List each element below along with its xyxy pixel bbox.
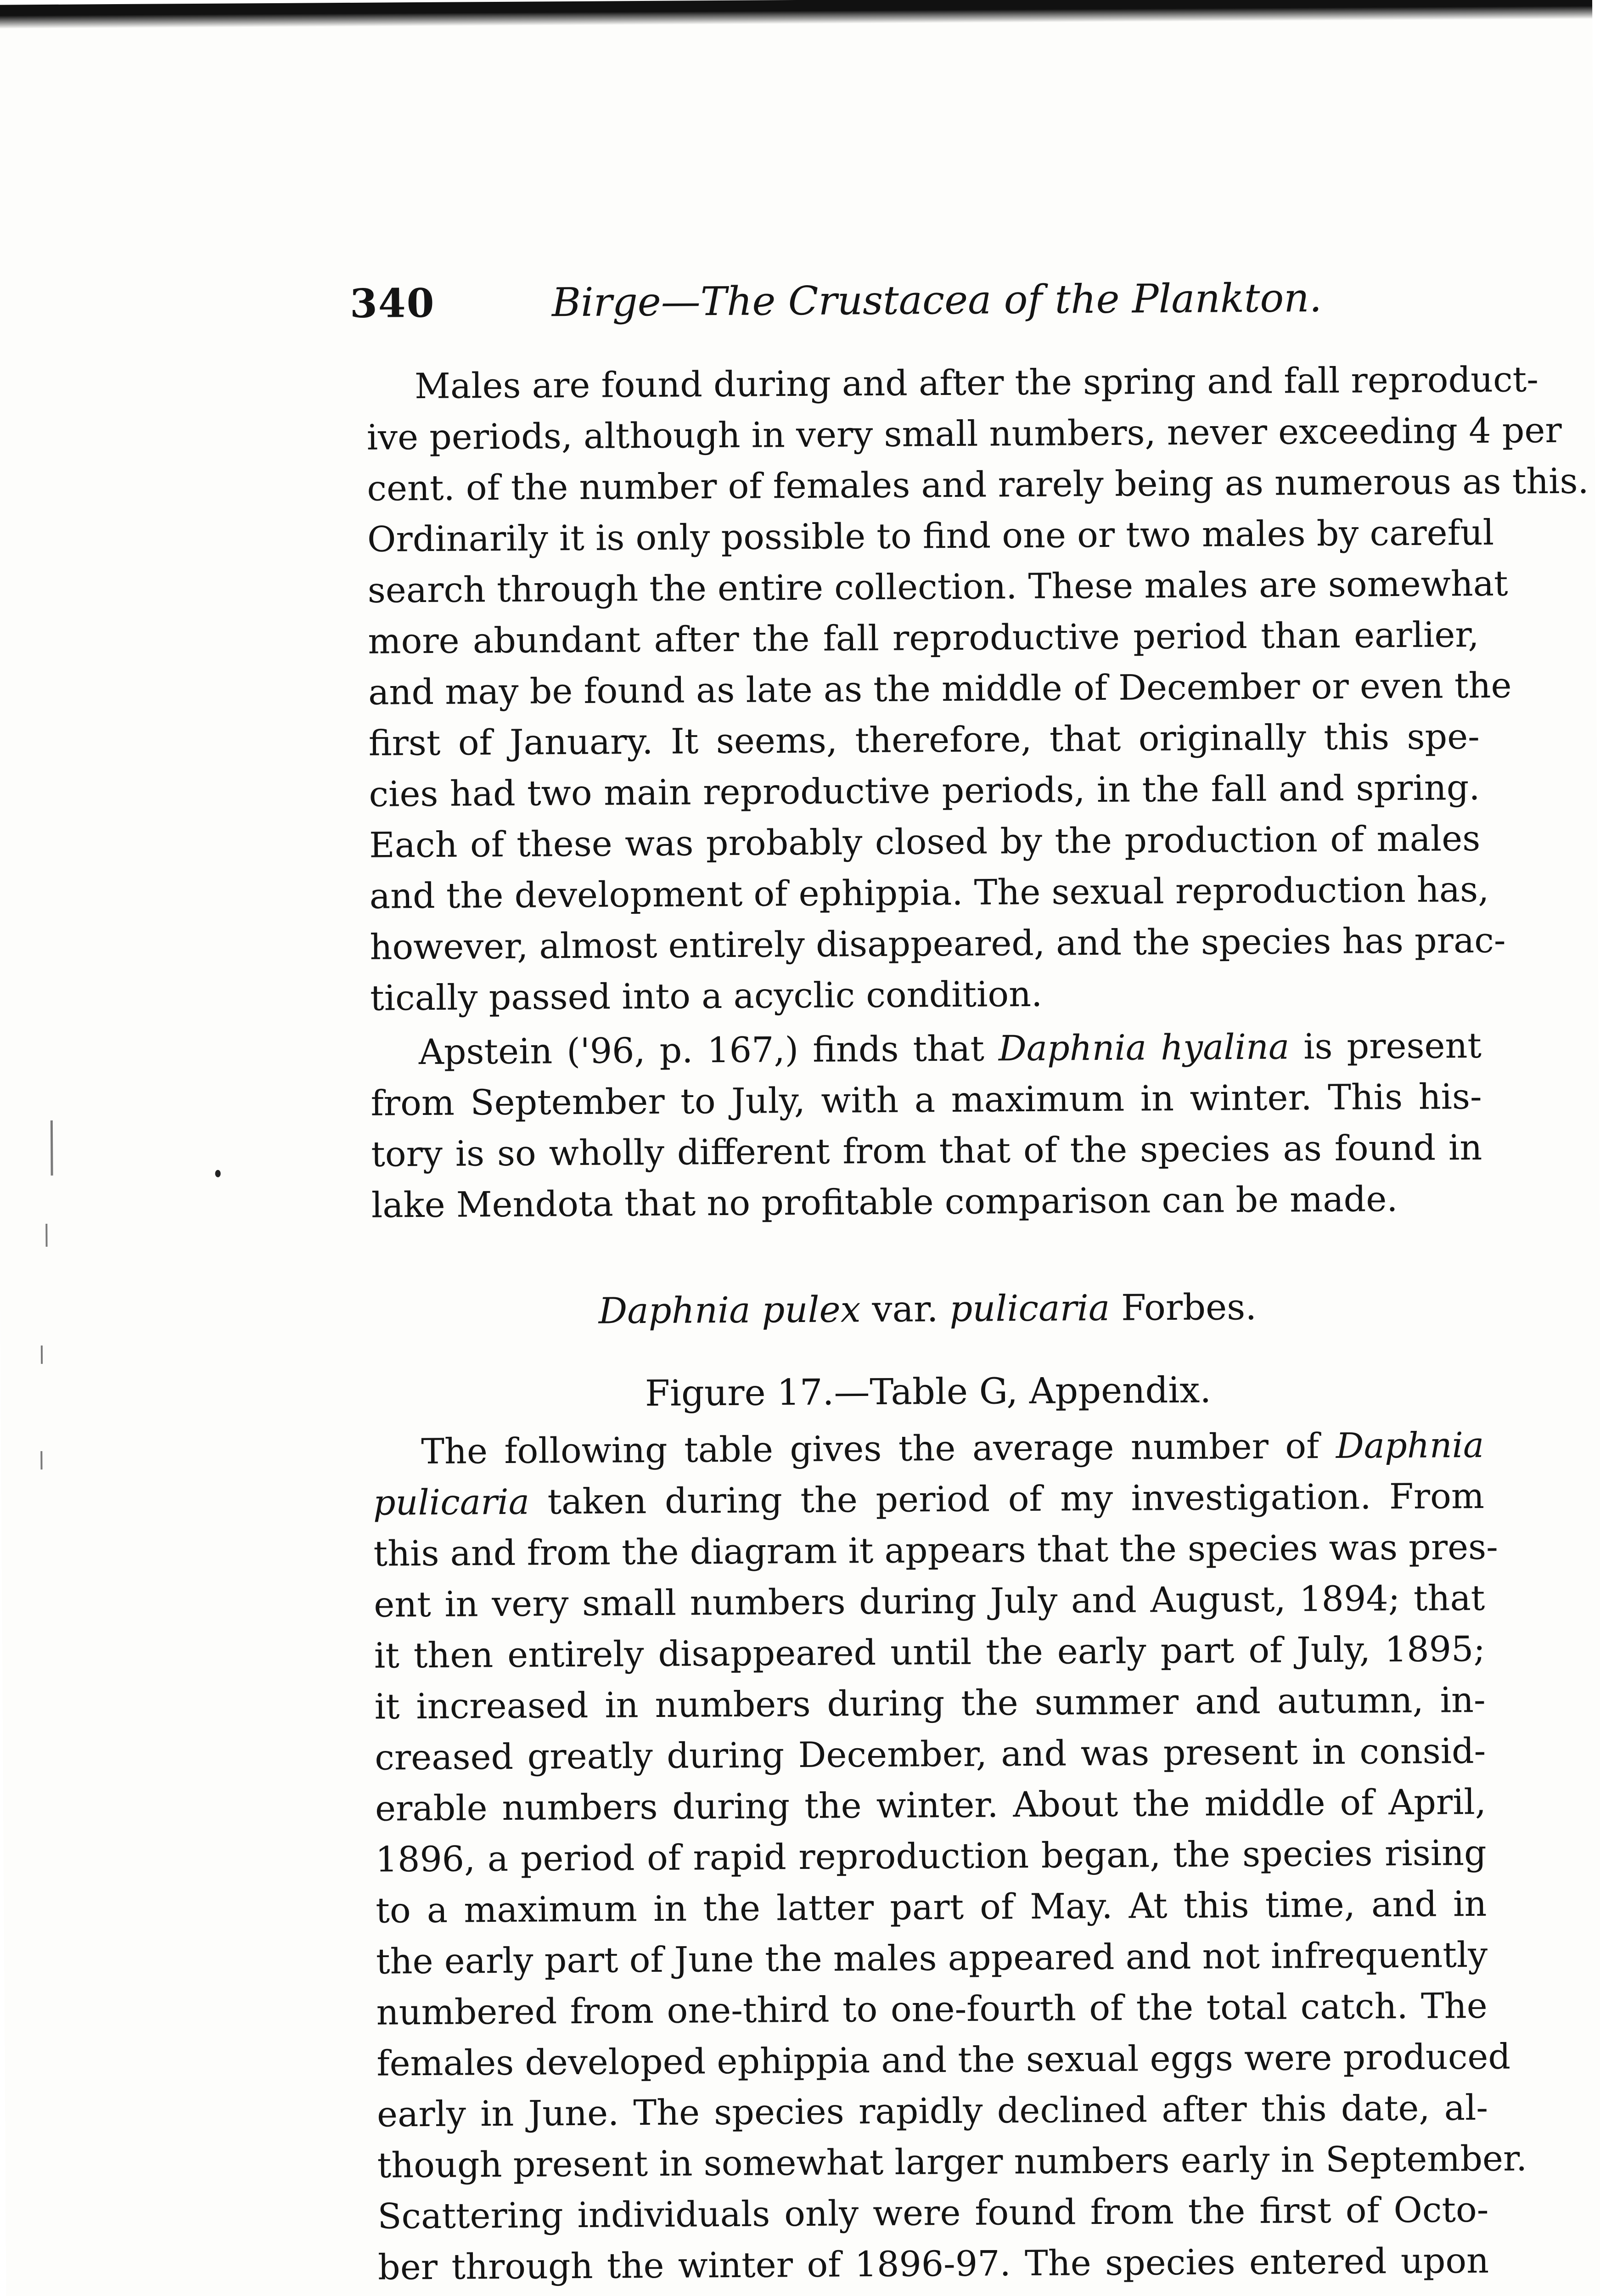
- paragraph-pulicaria: [373, 1419, 1527, 2293]
- margin-mark: [45, 1224, 47, 1247]
- text-line: tory is so wholly different from that of the species as found in: [371, 1126, 1482, 1175]
- text-line: to a maximum in the latter part of May. At this time, and in: [376, 1883, 1487, 1931]
- text-line: ent in very small numbers during July and August, 1894; that: [374, 1577, 1485, 1625]
- text-line: cent. of the number of females and rarely being as numerous as this.: [367, 460, 1589, 509]
- page-number: 340: [349, 280, 435, 327]
- text-line: it then entirely disappeared until the early part of July, 1895;: [374, 1628, 1486, 1676]
- ink-speck: [215, 1170, 221, 1177]
- species-heading: [372, 1281, 1483, 1338]
- margin-mark: [41, 1345, 43, 1364]
- text-line: tically passed into a acyclic condition.: [370, 973, 1043, 1019]
- text-line: [373, 1419, 1484, 1477]
- text-run: var.: [860, 1289, 950, 1331]
- text-line: early in June. The species rapidly declined after this date, al-: [376, 2087, 1488, 2135]
- text-line: Each of these was probably closed by the production of males: [369, 817, 1481, 866]
- species-name: pulicaria: [373, 1481, 530, 1523]
- margin-mark: [51, 1120, 53, 1176]
- species-name: Daphnia pulex: [598, 1289, 861, 1332]
- species-name: Daphnia: [1336, 1424, 1484, 1466]
- text-line: 1896, a period of rapid reproduction began, the species rising: [375, 1832, 1487, 1880]
- text-line: it increased in numbers during the summer and autumn, in-: [374, 1679, 1486, 1727]
- text-line: Ordinarily it is only possible to find one or two males by careful: [367, 512, 1494, 560]
- text-line: however, almost entirely disappeared, and the species has prac-: [370, 919, 1506, 968]
- paragraph-apstein: [371, 1020, 1483, 1231]
- text-line: lake Mendota that no profitable comparison can be made.: [371, 1178, 1398, 1226]
- text-line: from September to July, with a maximum in winter. This his-: [371, 1075, 1482, 1124]
- text-run: is present: [1289, 1024, 1482, 1067]
- text-line: [373, 1470, 1485, 1528]
- text-line: this and from the diagram it appears that the species was pres-: [373, 1526, 1499, 1574]
- scan-top-edge: [0, 0, 1592, 29]
- text-line: cies had two main reproductive periods, in the fall and spring.: [369, 766, 1480, 815]
- text-line: though present in somewhat larger numbers early in September.: [377, 2138, 1527, 2186]
- text-run: taken during the period of my investigation. From: [529, 1475, 1485, 1522]
- species-name: Daphnia hyalina: [998, 1026, 1290, 1069]
- text-line: ive periods, although in very small numbers, never exceeding 4 per: [366, 409, 1562, 458]
- text-run: Forbes.: [1110, 1286, 1257, 1329]
- margin-mark: [40, 1451, 42, 1469]
- text-line: [371, 1020, 1482, 1078]
- text-line: search through the entire collection. These males are somewhat: [367, 563, 1508, 611]
- text-line: Males are found during and after the spring and fall reproduct-: [414, 359, 1539, 407]
- figure-reference: Figure 17.—Table G, Appendix.: [645, 1369, 1212, 1415]
- text-line: first of January. It seems, therefore, that originally this spe-: [368, 715, 1480, 764]
- text-line: and the development of ephippia. The sexual reproduction has,: [369, 868, 1489, 917]
- text-line: erable numbers during the winter. About the middle of April,: [375, 1781, 1487, 1829]
- variety-name: pulicaria: [949, 1287, 1110, 1330]
- text-line: and may be found as late as the middle of December or even the: [368, 664, 1512, 713]
- text-run: The following table gives the average number of: [421, 1425, 1336, 1472]
- paragraph-males: [366, 354, 1589, 1024]
- running-title: Birge—The Crustacea of the Plankton.: [551, 275, 1322, 326]
- text-line: the early part of June the males appeared and not infrequently: [376, 1934, 1488, 1982]
- text-line: more abundant after the fall reproductive period than earlier,: [368, 613, 1479, 662]
- running-header: [350, 274, 1452, 332]
- text-line: ber through the winter of 1896-97. The species entered upon: [377, 2240, 1489, 2288]
- text-line: Scattering individuals only were found from the first of Octo-: [377, 2189, 1489, 2237]
- text-line: creased greatly during December, and was present in consid-: [375, 1730, 1486, 1778]
- text-line: numbered from one-third to one-fourth of the total catch. The: [376, 1985, 1488, 2033]
- text-run: Apstein ('96, p. 167,) finds that: [418, 1028, 999, 1073]
- text-line: females developed ephippia and the sexual eggs were produced: [376, 2036, 1511, 2084]
